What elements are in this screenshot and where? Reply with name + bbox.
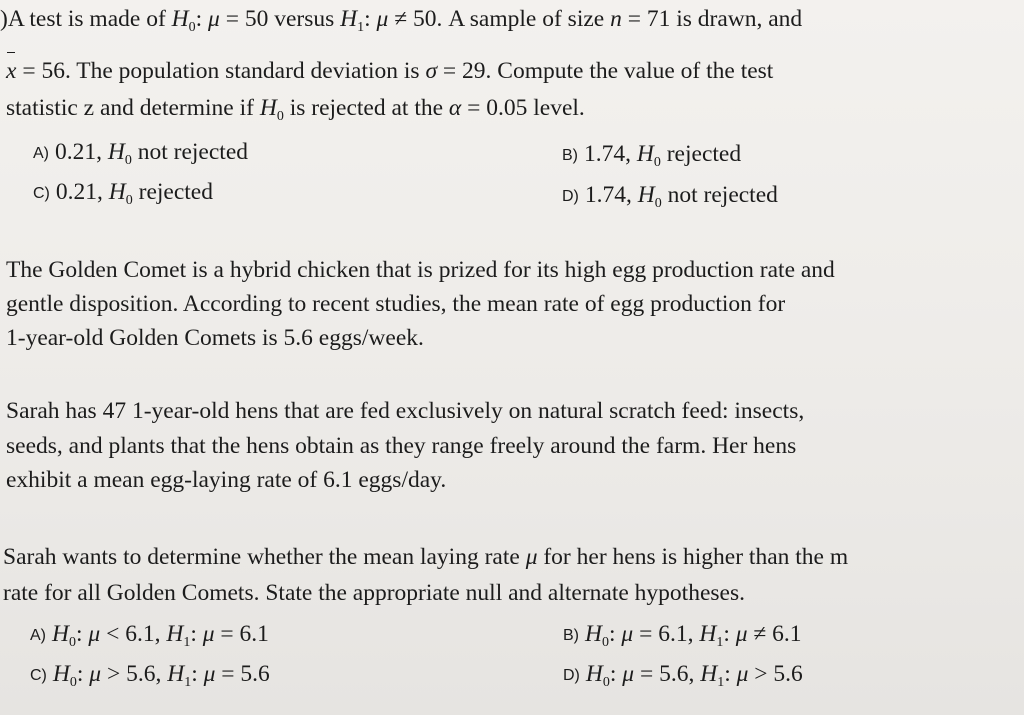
problem1-option-c[interactable]: C) 0.21, $H_0$ rejected (33, 179, 213, 208)
sarah-hens-line1: Sarah has 47 1-year-old hens that are fed exclusively on natural scratch feed: insects, (6, 398, 805, 424)
problem2-option-c[interactable]: C) $H_0$: μ > 5.6, $H_1$: μ = 5.6 (30, 661, 270, 690)
problem2-option-b[interactable]: B) $H_0$: μ = 6.1, $H_1$: μ ≠ 6.1 (563, 621, 802, 650)
sarah-hens-line2: seeds, and plants that the hens obtain as they range freely around the farm. Her hens (6, 433, 797, 459)
golden-comet-line1: The Golden Comet is a hybrid chicken that is prized for its high egg production rate and (6, 257, 835, 283)
sarah-hens-line3: exhibit a mean egg-laying rate of 6.1 eggs/day. (6, 467, 447, 493)
problem2-option-d[interactable]: D) $H_0$: μ = 5.6, $H_1$: μ > 5.6 (563, 661, 803, 690)
problem1-line1: )A test is made of $H_0$: μ = 50 versus $H_1$: μ ≠ 50. A sample of size n = 71 is drawn, and (0, 6, 803, 35)
problem1-line2: x = 56. The population standard deviation is σ = 29. Compute the value of the test (6, 58, 774, 84)
golden-comet-line2: gentle disposition. According to recent studies, the mean rate of egg production for (6, 291, 786, 317)
problem1-option-a[interactable]: A) 0.21, $H_0$ not rejected (33, 139, 248, 168)
problem2-option-a[interactable]: A) $H_0$: μ < 6.1, $H_1$: μ = 6.1 (30, 621, 269, 650)
question-line1: Sarah wants to determine whether the mean laying rate μ for her hens is higher than the m (3, 544, 849, 570)
question-line2: rate for all Golden Comets. State the appropriate null and alternate hypotheses. (3, 580, 745, 606)
xbar-symbol: x (6, 58, 17, 84)
golden-comet-line3: 1-year-old Golden Comets is 5.6 eggs/week. (6, 325, 424, 351)
problem1-line3: statistic z and determine if $H_0$ is rejected at the α = 0.05 level. (6, 95, 585, 124)
problem1-option-b[interactable]: B) 1.74, $H_0$ rejected (562, 141, 742, 170)
problem1-option-d[interactable]: D) 1.74, $H_0$ not rejected (562, 182, 778, 211)
